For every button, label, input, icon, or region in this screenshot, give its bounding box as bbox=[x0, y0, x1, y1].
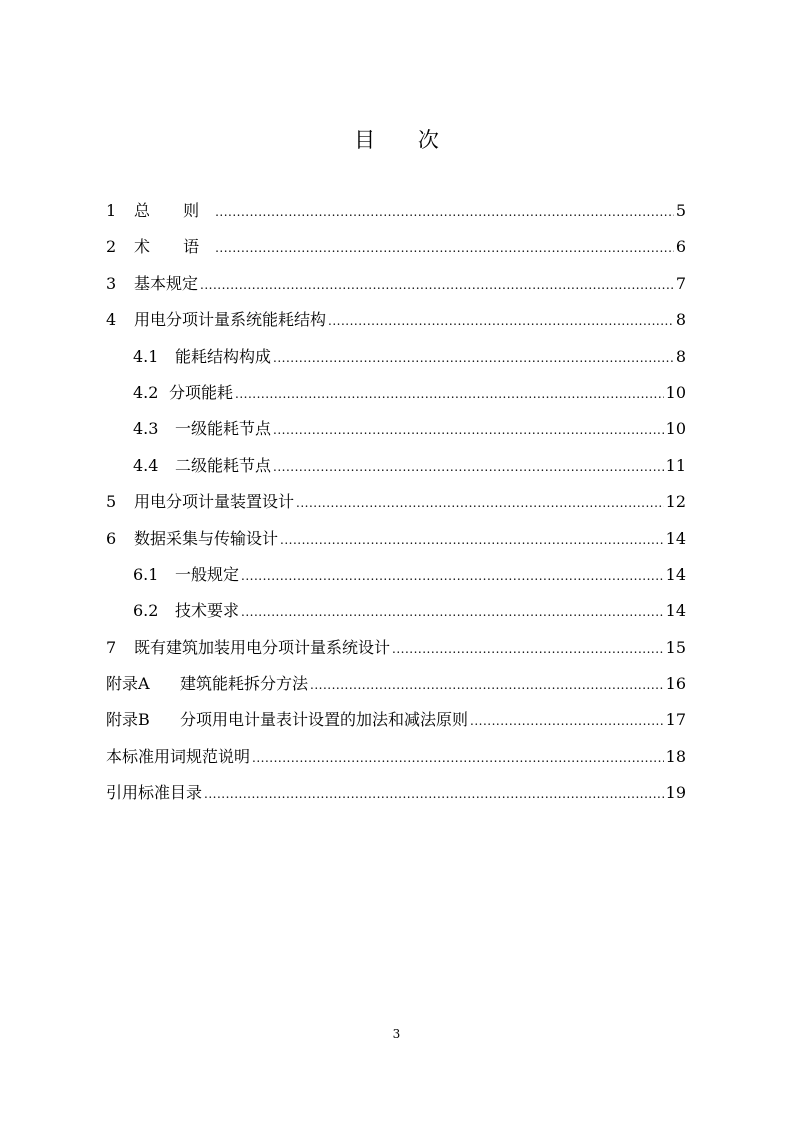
toc-entry-page: 14 bbox=[665, 564, 686, 584]
toc-entry-4-4[interactable] bbox=[106, 453, 686, 489]
toc-entry-number: 2 bbox=[106, 237, 117, 257]
toc-dot-leader bbox=[392, 642, 664, 656]
toc-entry-label: 总 则 bbox=[134, 201, 214, 220]
toc-dot-leader bbox=[328, 314, 674, 328]
toc-entry-label: 数据采集与传输设计 bbox=[134, 528, 279, 548]
toc-entry-page: 8 bbox=[675, 346, 686, 366]
toc-entry-label: 用电分项计量装置设计 bbox=[134, 492, 295, 512]
toc-dot-leader bbox=[273, 423, 664, 437]
toc-entry-number: 附录B bbox=[106, 710, 150, 730]
toc-entry-number: 3 bbox=[106, 273, 117, 293]
toc-entry-page: 6 bbox=[675, 237, 686, 257]
toc-entry-number: 4.1 bbox=[133, 346, 159, 366]
toc-entry-page: 12 bbox=[665, 492, 686, 512]
toc-entry-number: 4 bbox=[106, 310, 117, 330]
toc-entry-number: 4.2 bbox=[133, 382, 159, 402]
toc-entry-6-2[interactable] bbox=[106, 598, 686, 634]
toc-entry-label: 一般规定 bbox=[175, 564, 240, 584]
toc-entry-number: 6.2 bbox=[133, 601, 159, 621]
toc-entry-label: 既有建筑加装用电分项计量系统设计 bbox=[134, 637, 391, 657]
toc-entry-page: 7 bbox=[675, 273, 686, 293]
toc-entry-number: 5 bbox=[106, 492, 117, 512]
toc-dot-leader bbox=[310, 678, 664, 692]
toc-entry-label: 一级能耗节点 bbox=[175, 419, 272, 439]
toc-entry-label: 本标准用词规范说明 bbox=[106, 746, 251, 766]
toc-entry-page: 17 bbox=[665, 710, 686, 730]
toc-entry-page: 14 bbox=[665, 528, 686, 548]
toc-entry-page: 10 bbox=[665, 382, 686, 402]
toc-entry-2[interactable] bbox=[106, 234, 686, 270]
toc-entry-3[interactable] bbox=[106, 271, 686, 307]
toc-entry-7[interactable] bbox=[106, 635, 686, 671]
toc-dot-leader bbox=[215, 205, 674, 219]
toc-entry-number: 6 bbox=[106, 528, 117, 548]
table-of-contents bbox=[106, 198, 686, 817]
toc-entry-label: 二级能耗节点 bbox=[175, 455, 272, 475]
toc-entry-page: 14 bbox=[665, 601, 686, 621]
toc-entry-number: 附录A bbox=[106, 674, 150, 694]
toc-entry-label: 基本规定 bbox=[134, 273, 199, 293]
toc-entry-referenced-standards[interactable] bbox=[106, 780, 686, 816]
toc-entry-page: 10 bbox=[665, 419, 686, 439]
toc-dot-leader bbox=[241, 605, 664, 619]
toc-entry-label: 技术要求 bbox=[175, 601, 240, 621]
toc-entry-1[interactable] bbox=[106, 198, 686, 234]
toc-entry-6[interactable] bbox=[106, 526, 686, 562]
toc-entry-page: 5 bbox=[675, 201, 686, 220]
toc-entry-number: 4.4 bbox=[133, 455, 159, 475]
toc-entry-page: 16 bbox=[665, 674, 686, 694]
toc-entry-appendix-a[interactable] bbox=[106, 671, 686, 707]
toc-dot-leader bbox=[241, 569, 664, 583]
toc-dot-leader bbox=[296, 496, 664, 510]
toc-entry-number: 1 bbox=[106, 201, 117, 220]
toc-entry-label: 分项用电计量表计设置的加法和减法原则 bbox=[180, 710, 469, 730]
toc-entry-page: 18 bbox=[665, 746, 686, 766]
toc-entry-number: 7 bbox=[106, 637, 117, 657]
toc-entry-4-2[interactable] bbox=[106, 380, 686, 416]
toc-dot-leader bbox=[252, 751, 664, 765]
toc-entry-label: 分项能耗 bbox=[169, 382, 234, 402]
toc-entry-wording-explanation[interactable] bbox=[106, 744, 686, 780]
page-number: 3 bbox=[392, 1027, 401, 1041]
toc-entry-label: 建筑能耗拆分方法 bbox=[180, 674, 309, 694]
toc-entry-6-1[interactable] bbox=[106, 562, 686, 598]
toc-entry-number: 6.1 bbox=[133, 564, 159, 584]
toc-entry-number: 4.3 bbox=[133, 419, 159, 439]
page-title: 目 次 bbox=[354, 128, 457, 152]
toc-entry-page: 15 bbox=[665, 637, 686, 657]
toc-entry-label: 引用标准目录 bbox=[106, 783, 203, 803]
toc-entry-label: 能耗结构构成 bbox=[175, 346, 272, 366]
toc-dot-leader bbox=[280, 533, 664, 547]
toc-dot-leader bbox=[200, 278, 674, 292]
toc-entry-page: 11 bbox=[665, 455, 686, 475]
toc-entry-appendix-b[interactable] bbox=[106, 707, 686, 743]
toc-entry-4-1[interactable] bbox=[106, 344, 686, 380]
toc-entry-5[interactable] bbox=[106, 489, 686, 525]
toc-entry-page: 8 bbox=[675, 310, 686, 330]
toc-dot-leader bbox=[235, 387, 664, 401]
toc-dot-leader bbox=[204, 787, 664, 801]
toc-dot-leader bbox=[470, 714, 664, 728]
toc-dot-leader bbox=[215, 241, 674, 255]
toc-entry-label: 用电分项计量系统能耗结构 bbox=[134, 310, 327, 330]
toc-entry-label: 术 语 bbox=[134, 237, 214, 257]
toc-entry-page: 19 bbox=[665, 783, 686, 803]
toc-entry-4[interactable] bbox=[106, 307, 686, 343]
toc-dot-leader bbox=[273, 351, 674, 365]
toc-dot-leader bbox=[273, 460, 664, 474]
toc-entry-4-3[interactable] bbox=[106, 416, 686, 452]
